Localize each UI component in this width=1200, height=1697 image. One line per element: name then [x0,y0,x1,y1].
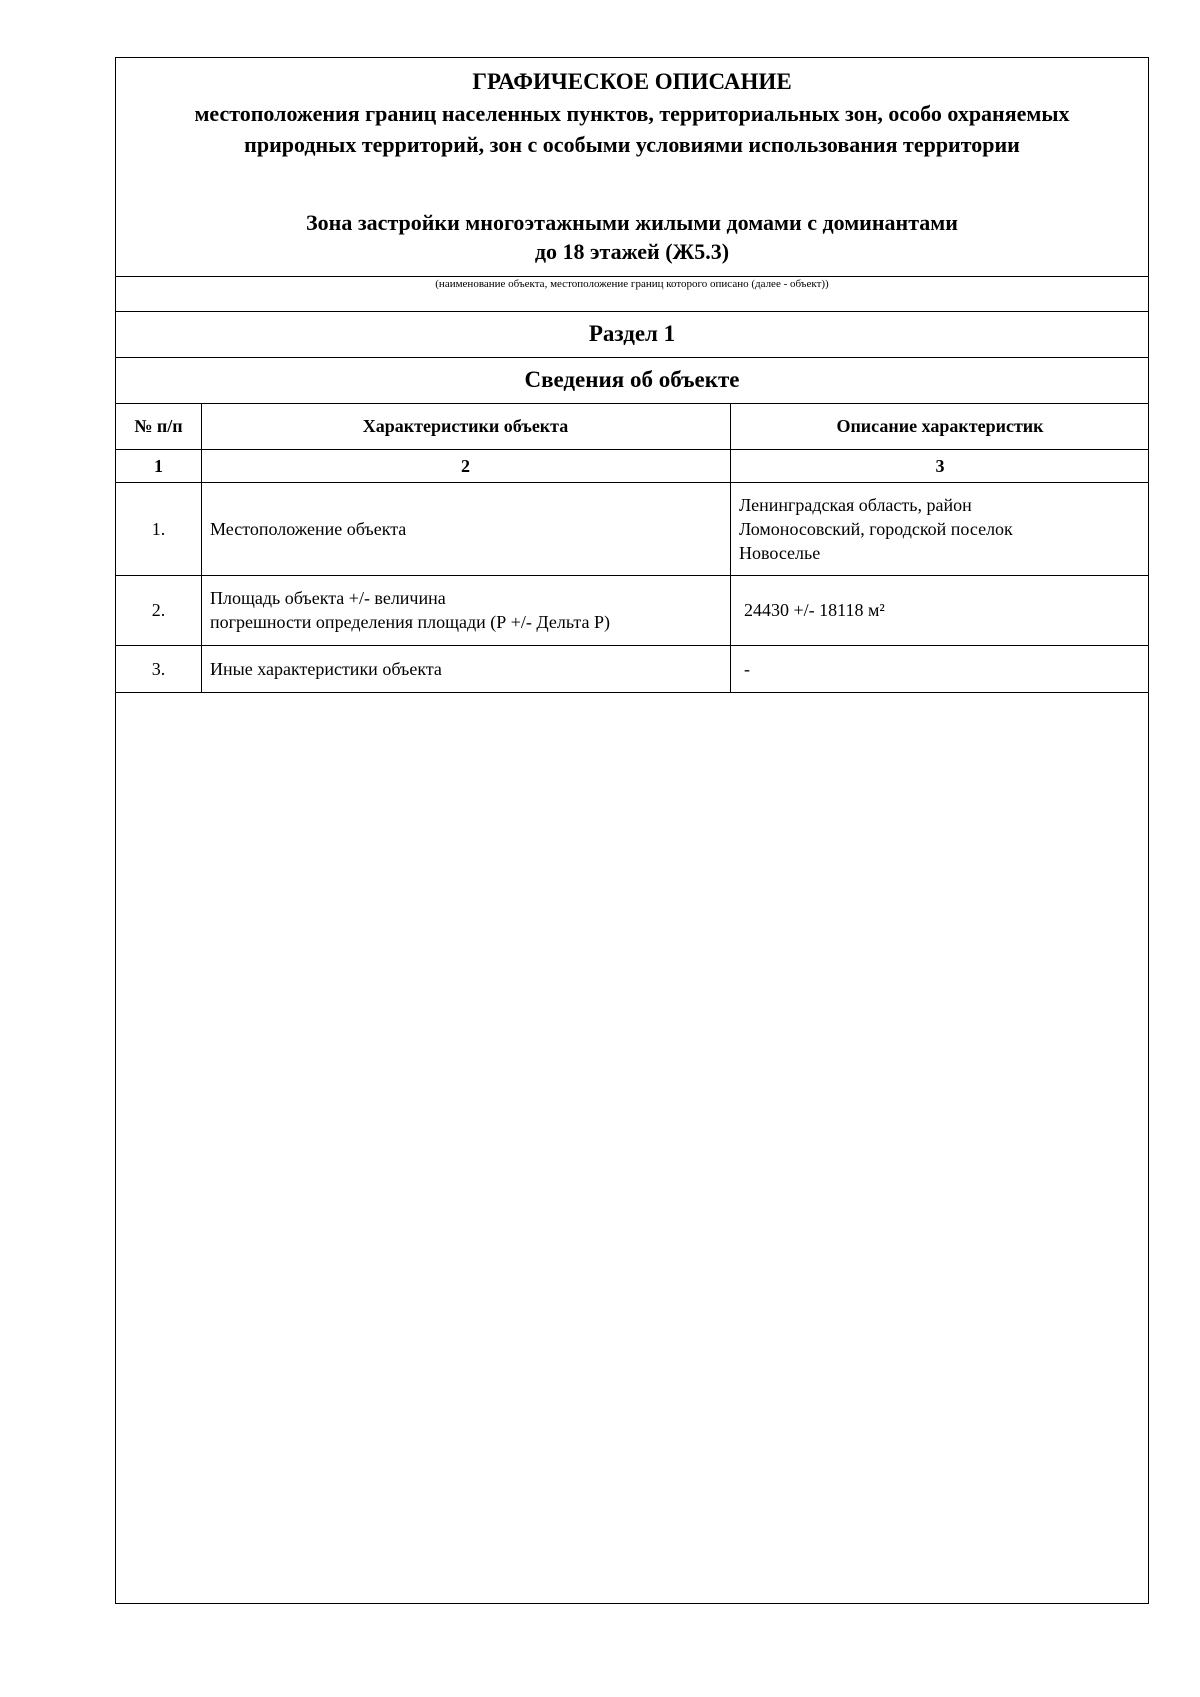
section-label: Раздел 1 [588,321,676,346]
document-title: ГРАФИЧЕСКОЕ ОПИСАНИЕ [472,69,792,94]
document-frame [115,57,1149,1604]
section-heading: Сведения об объекте [524,367,740,392]
row-description: 24430 +/- 18118 м² [744,600,885,620]
document-header [116,58,1148,276]
divider [116,692,1148,693]
row-number: 1. [151,518,166,539]
object-name-line1: Зона застройки многоэтажными жилыми домами с доминантами [306,210,958,235]
object-name-line2: до 18 этажей (Ж5.3) [534,239,730,264]
table-header-number: № п/п [134,416,183,436]
table-header-description: Описание характеристик [836,416,1044,436]
row-number: 3. [151,658,166,679]
document-subtitle: местоположения границ населенных пунктов, территориальных зон, особо охраняемых природных территорий, зон с особыми условиями использования территории [194,101,1070,157]
column-number: 2 [461,455,470,476]
row-description: - [744,658,750,679]
object-caption: (наименование объекта, местоположение границ которого описано (далее - объект)) [435,278,829,290]
column-number: 3 [935,455,945,476]
row-characteristic: Иные характеристики объекта [210,658,442,679]
row-characteristic: Площадь объекта +/- величина погрешности определения площади (Р +/- Дельта Р) [210,588,610,632]
column-number: 1 [154,455,163,476]
row-characteristic: Местоположение объекта [210,518,407,539]
row-number: 2. [151,600,166,620]
object-name [136,208,1128,266]
table-header-characteristic: Характеристики объекта [362,416,569,436]
row-description: Ленинградская область, район Ломоносовский, городской поселок Новоселье [739,494,1013,563]
